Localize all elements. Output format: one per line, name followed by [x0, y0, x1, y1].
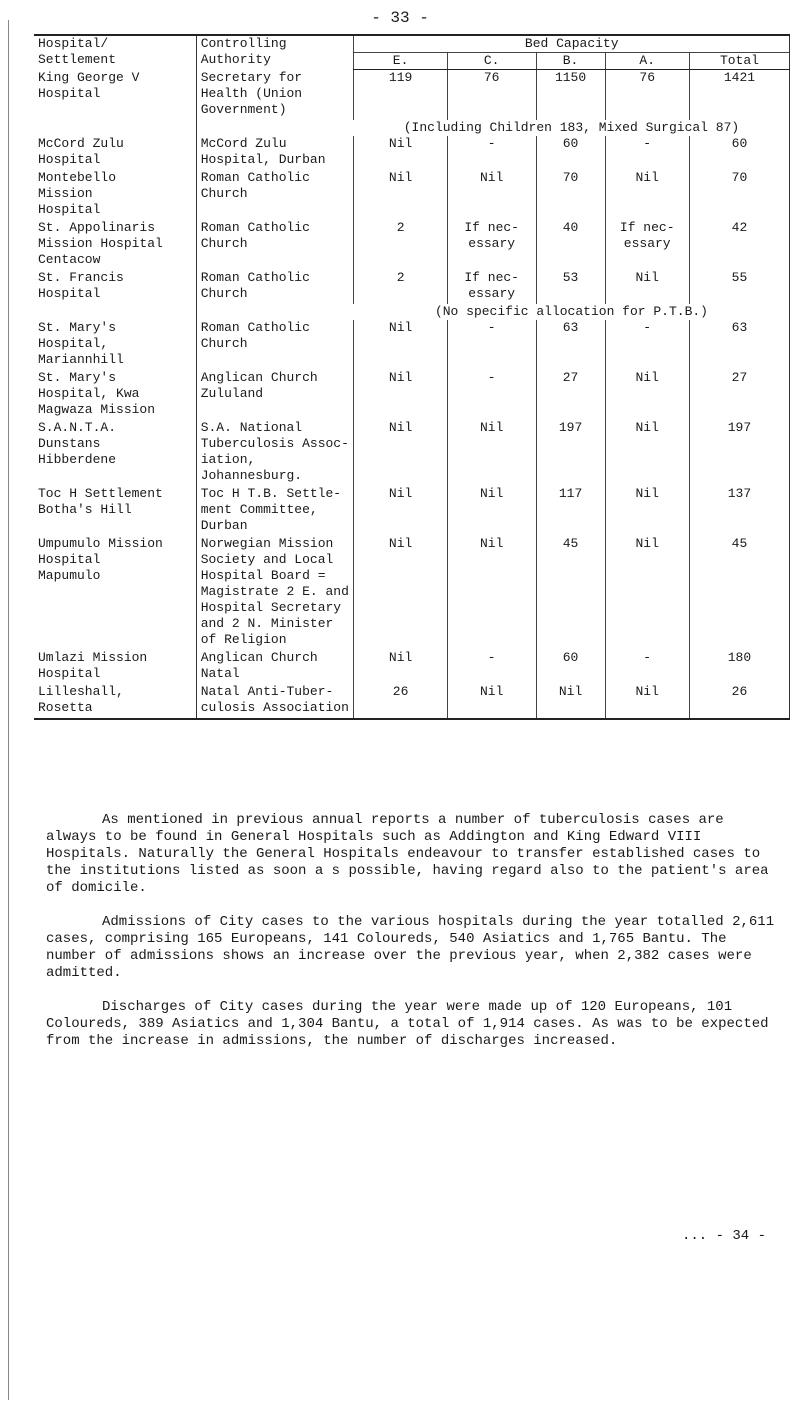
controlling-authority: Natal Anti-Tuber- culosis Association [196, 684, 354, 719]
bed-count-total: 26 [689, 684, 789, 719]
bed-count-c: - [447, 136, 536, 170]
paragraph: As mentioned in previous annual reports a number of tuberculosis cases are always to be found in General Hospitals such as Addington and King Edward VIII Hospitals. Naturally the General Hospitals endeavour to transfer established cases to the institutions listed as soon a s possible, having regard also to the patient's area of domicile. [46, 812, 769, 896]
hospital-name: St. Mary's Hospital, Kwa Magwaza Mission [38, 369, 156, 417]
bed-count-a: Nil [605, 684, 689, 719]
table-row [34, 170, 790, 220]
hospital-name: S.A.N.T.A. Dunstans Hibberdene [38, 419, 117, 467]
bed-count-a: Nil [605, 370, 689, 420]
bed-count-c: 76 [447, 70, 536, 120]
bed-count-a: - [605, 136, 689, 170]
bed-count-b: 53 [536, 270, 605, 304]
bed-count-total: 180 [689, 650, 789, 684]
paragraph: Admissions of City cases to the various hospitals during the year totalled 2,611 cases, comprising 165 Europeans, 141 Coloureds, 540 Asiatics and 1,765 Bantu. The number of admissions shows an increase over the previous year, when 2,382 cases were admitted. [46, 914, 775, 981]
controlling-authority: Anglican Church Zululand [196, 370, 354, 420]
hospital-name: Montebello Mission Hospital [38, 169, 117, 217]
bed-count-c: Nil [447, 420, 536, 486]
table-row [34, 370, 790, 420]
bed-count-a: Nil [605, 270, 689, 304]
bed-count-b: 197 [536, 420, 605, 486]
allocation-note: (No specific allocation for P.T.B.) [354, 304, 790, 320]
table-row [34, 70, 790, 120]
bed-count-b: 70 [536, 170, 605, 220]
hospital-name: Umpumulo Mission Hospital Mapumulo [38, 535, 163, 583]
bed-count-e: Nil [354, 320, 447, 370]
controlling-authority: S.A. National Tuberculosis Assoc- iation, Johannesburg. [196, 420, 354, 486]
header-a: A. [605, 53, 689, 70]
table-row [34, 486, 790, 536]
header-bed-capacity: Bed Capacity [354, 35, 790, 53]
bed-count-b: 45 [536, 536, 605, 650]
table-row [34, 536, 790, 650]
bed-count-total: 45 [689, 536, 789, 650]
controlling-authority: Secretary for Health (Union Government) [196, 70, 354, 120]
page-edge-shadow [8, 20, 9, 1400]
table-note-row [34, 120, 790, 136]
bed-count-b: Nil [536, 684, 605, 719]
table-row [34, 270, 790, 304]
bed-count-c: - [447, 320, 536, 370]
controlling-authority: Roman Catholic Church [196, 220, 354, 270]
bed-count-a: - [605, 650, 689, 684]
bed-count-c: Nil [447, 684, 536, 719]
bed-count-total: 70 [689, 170, 789, 220]
bed-count-a: Nil [605, 170, 689, 220]
bed-count-b: 60 [536, 650, 605, 684]
controlling-authority: Roman Catholic Church [196, 320, 354, 370]
body-text [46, 812, 776, 1050]
controlling-authority: Anglican Church Natal [196, 650, 354, 684]
hospital-name: Lilleshall, Rosetta [34, 684, 196, 719]
bed-count-a: - [605, 320, 689, 370]
header-hospital: Hospital/ Settlement [34, 35, 196, 70]
bed-count-total: 27 [689, 370, 789, 420]
table-body [34, 70, 790, 719]
bed-count-e: 2 [354, 270, 447, 304]
page-number: - 33 - [371, 9, 429, 27]
controlling-authority: Roman Catholic Church [196, 170, 354, 220]
bed-count-e: Nil [354, 370, 447, 420]
bed-count-e: Nil [354, 170, 447, 220]
bed-count-a: Nil [605, 486, 689, 536]
bed-count-total: 55 [689, 270, 789, 304]
table-row [34, 136, 790, 170]
table-row [34, 320, 790, 370]
bed-count-a: Nil [605, 536, 689, 650]
bed-count-c: If nec- essary [447, 270, 536, 304]
bed-count-e: 26 [354, 684, 447, 719]
bed-count-total: 60 [689, 136, 789, 170]
header-e: E. [354, 53, 447, 70]
controlling-authority: McCord Zulu Hospital, Durban [196, 136, 354, 170]
bed-count-e: 119 [354, 70, 447, 120]
bed-count-b: 60 [536, 136, 605, 170]
hospital-name: St. Appolinaris Mission Hospital Centacow [38, 219, 163, 267]
bed-count-b: 1150 [536, 70, 605, 120]
bed-count-e: Nil [354, 536, 447, 650]
bed-count-b: 117 [536, 486, 605, 536]
hospital-name: Umlazi Mission Hospital [38, 649, 148, 681]
paragraph: Discharges of City cases during the year were made up of 120 Europeans, 101 Coloureds, 389 Asiatics and 1,304 Bantu, a total of 1,914 cases. As was to be expected from the increase in admissions, the number of discharges increased. [46, 999, 769, 1049]
table-row [34, 220, 790, 270]
bed-count-e: Nil [354, 136, 447, 170]
bed-count-total: 42 [689, 220, 789, 270]
bed-count-e: Nil [354, 650, 447, 684]
bed-count-total: 63 [689, 320, 789, 370]
bed-count-e: Nil [354, 486, 447, 536]
bed-count-b: 63 [536, 320, 605, 370]
controlling-authority: Roman Catholic Church [196, 270, 354, 304]
bed-count-b: 27 [536, 370, 605, 420]
bed-count-c: - [447, 650, 536, 684]
bed-count-a: Nil [605, 420, 689, 486]
hospital-name: McCord Zulu Hospital [38, 135, 124, 167]
hospital-bed-capacity-table [34, 34, 790, 720]
header-total: Total [689, 53, 789, 70]
bed-count-e: Nil [354, 420, 447, 486]
controlling-authority: Toc H T.B. Settle- ment Committee, Durban [196, 486, 354, 536]
hospital-name: St. Mary's Hospital, Mariannhill [38, 319, 124, 367]
bed-count-c: Nil [447, 170, 536, 220]
bed-count-c: Nil [447, 486, 536, 536]
bed-count-c: If nec- essary [447, 220, 536, 270]
continuation-reference: ... - 34 - [681, 1228, 766, 1244]
allocation-note: (Including Children 183, Mixed Surgical 87) [354, 120, 790, 136]
hospital-name: Toc H Settlement Botha's Hill [38, 485, 163, 517]
table-note-row [34, 304, 790, 320]
bed-count-c: Nil [447, 536, 536, 650]
bed-count-e: 2 [354, 220, 447, 270]
bed-count-a: If nec- essary [605, 220, 689, 270]
hospital-name: King George V Hospital [38, 69, 140, 101]
bed-count-a: 76 [605, 70, 689, 120]
bed-count-c: - [447, 370, 536, 420]
bed-count-total: 137 [689, 486, 789, 536]
header-c: C. [447, 53, 536, 70]
controlling-authority: Norwegian Mission Society and Local Hospital Board = Magistrate 2 E. and Hospital Secretary and 2 N. Minister of Religion [196, 536, 354, 650]
table-row [34, 684, 790, 719]
bed-count-b: 40 [536, 220, 605, 270]
header-b: B. [536, 53, 605, 70]
hospital-name: St. Francis Hospital [38, 269, 124, 301]
header-authority: Controlling Authority [196, 35, 354, 70]
table-row [34, 650, 790, 684]
bed-count-total: 1421 [689, 70, 789, 120]
bed-count-total: 197 [689, 420, 789, 486]
table-row [34, 420, 790, 486]
